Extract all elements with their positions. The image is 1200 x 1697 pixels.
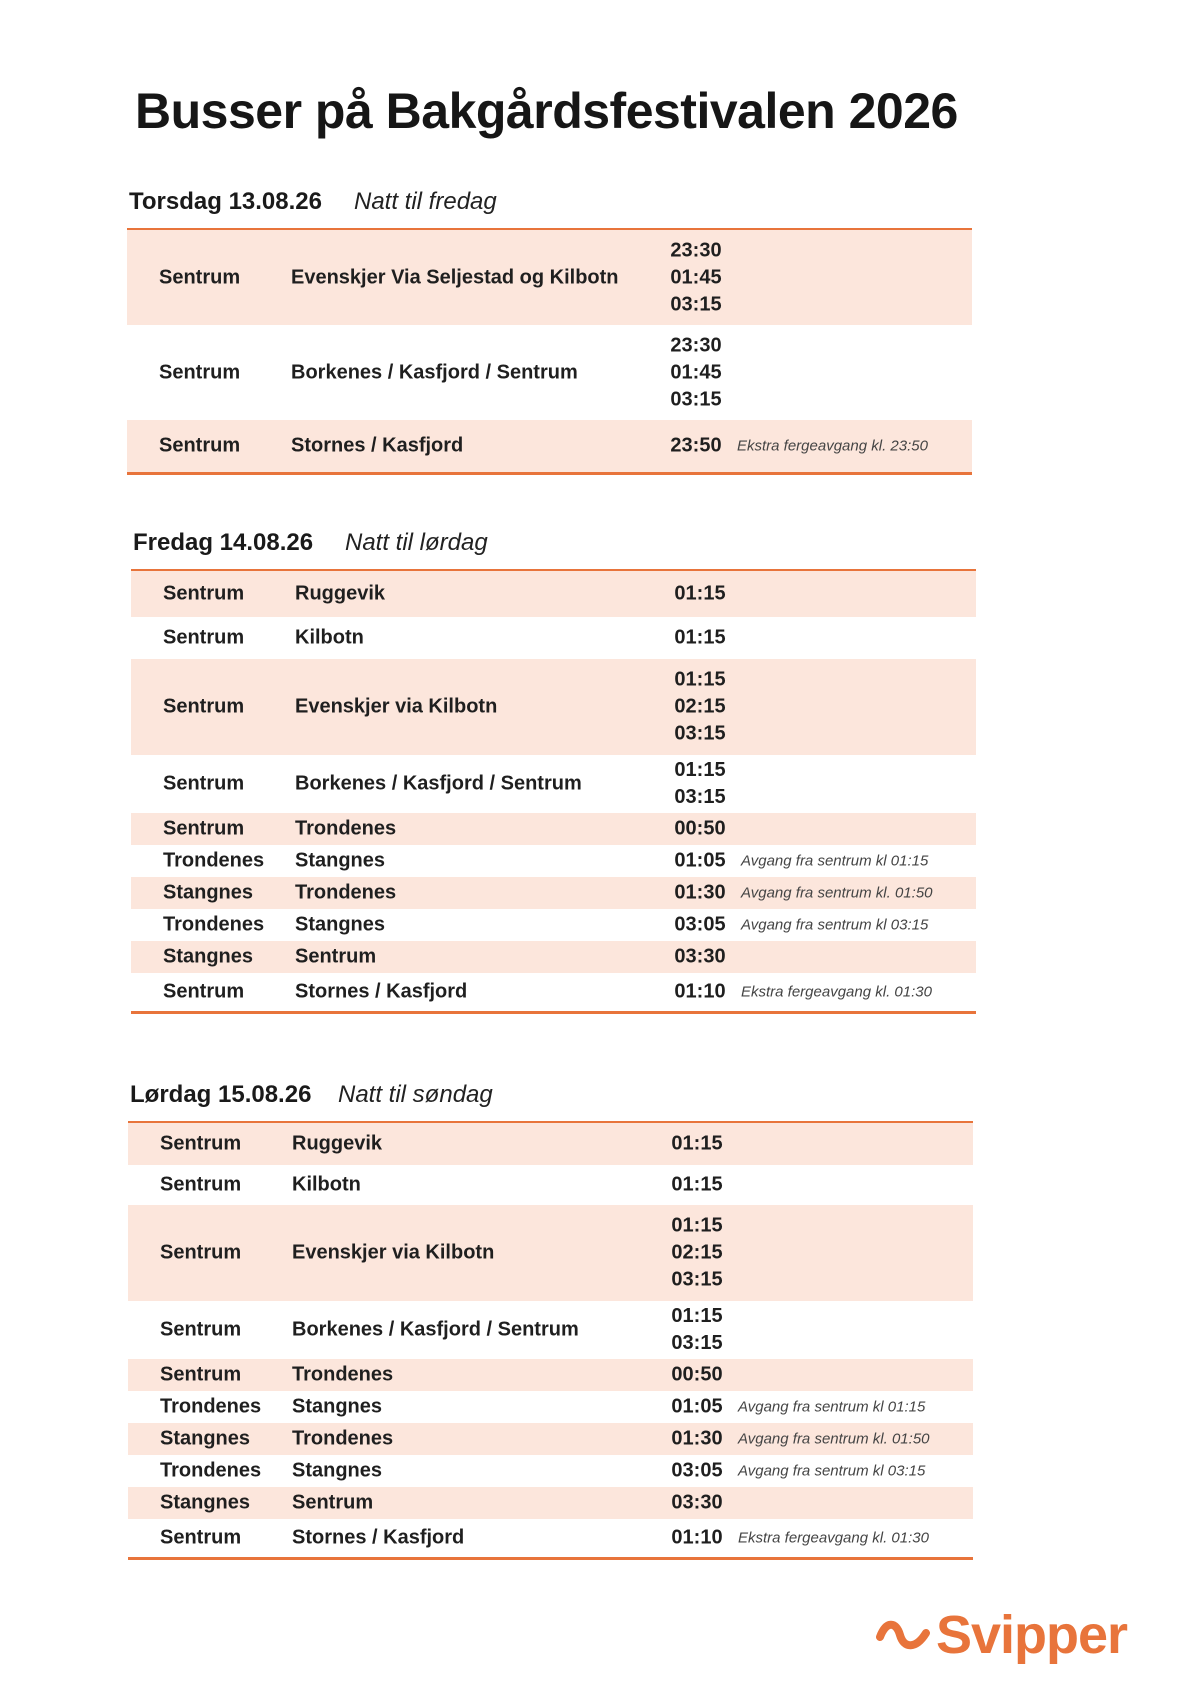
departure-times xyxy=(659,625,741,652)
route-from: Trondenes xyxy=(163,849,265,872)
route-to: Stangnes xyxy=(292,1395,383,1418)
route-to: Sentrum xyxy=(295,945,377,968)
route-to: Ruggevik xyxy=(292,1132,383,1155)
departure-time: 01:10 xyxy=(671,1526,723,1549)
route-row xyxy=(128,1359,973,1391)
departure-time: 01:15 xyxy=(674,668,726,691)
route-to: Kilbotn xyxy=(292,1173,361,1196)
departure-time: 01:15 xyxy=(674,582,726,605)
route-row xyxy=(128,1205,973,1301)
day-label: Lørdag 15.08.26 xyxy=(130,1081,312,1108)
departure-time: 00:50 xyxy=(674,817,726,840)
departure-time: 01:15 xyxy=(671,1132,723,1155)
departure-time: 23:30 xyxy=(670,239,722,261)
departure-times xyxy=(656,1131,738,1158)
bottom-rule xyxy=(131,1011,976,1014)
route-to: Stangnes xyxy=(295,913,386,936)
schedule-section xyxy=(128,1071,973,1560)
route-from: Sentrum xyxy=(160,1132,242,1155)
departure-times xyxy=(655,332,737,413)
route-row xyxy=(131,755,976,813)
departure-time: 01:45 xyxy=(670,361,722,383)
day-subtitle: Natt til fredag xyxy=(354,188,497,215)
departure-time: 03:15 xyxy=(671,1268,723,1291)
svipper-logo xyxy=(876,1600,1127,1670)
route-row xyxy=(131,617,976,659)
route-list xyxy=(127,230,972,472)
departure-times xyxy=(655,433,737,460)
departure-time: 02:15 xyxy=(674,695,726,718)
route-row xyxy=(131,973,976,1011)
departure-times xyxy=(659,667,741,748)
bottom-rule xyxy=(127,472,972,475)
route-to: Trondenes xyxy=(292,1427,394,1450)
route-to: Evenskjer via Kilbotn xyxy=(292,1241,495,1264)
route-to: Evenskjer Via Seljestad og Kilbotn xyxy=(291,266,619,288)
route-to: Stangnes xyxy=(292,1459,383,1482)
route-to: Stangnes xyxy=(295,849,386,872)
day-subtitle: Natt til søndag xyxy=(338,1081,493,1108)
departure-times xyxy=(656,1394,738,1421)
departure-time: 02:15 xyxy=(671,1241,723,1264)
departure-time: 00:50 xyxy=(671,1363,723,1386)
departure-times xyxy=(659,880,741,907)
route-row xyxy=(128,1123,973,1165)
departure-time: 01:10 xyxy=(674,980,726,1003)
schedule-section xyxy=(127,178,972,475)
route-from: Trondenes xyxy=(160,1459,262,1482)
day-label: Torsdag 13.08.26 xyxy=(129,188,322,215)
departure-times xyxy=(656,1303,738,1357)
route-to: Stornes / Kasfjord xyxy=(291,434,464,457)
route-to: Trondenes xyxy=(292,1363,394,1386)
departure-times xyxy=(656,1458,738,1485)
route-from: Sentrum xyxy=(163,817,245,840)
departure-time: 23:30 xyxy=(670,334,722,356)
departure-time: 01:30 xyxy=(674,881,726,904)
departure-time: 03:15 xyxy=(674,786,726,808)
route-note: Avgang fra sentrum kl 01:15 xyxy=(738,1398,926,1416)
route-note: Ekstra fergeavgang kl. 01:30 xyxy=(741,983,932,1001)
page-title: Busser på Bakgårdsfestivalen 2026 xyxy=(135,83,958,139)
route-note: Ekstra fergeavgang kl. 23:50 xyxy=(737,437,928,455)
departure-times xyxy=(659,816,741,843)
route-row xyxy=(128,1301,973,1359)
route-from: Trondenes xyxy=(163,913,265,936)
route-note: Ekstra fergeavgang kl. 01:30 xyxy=(738,1529,929,1547)
route-row xyxy=(128,1165,973,1205)
route-note: Avgang fra sentrum kl 01:15 xyxy=(741,852,929,870)
route-from: Trondenes xyxy=(160,1395,262,1418)
route-from: Stangnes xyxy=(160,1427,251,1450)
route-row xyxy=(131,845,976,877)
section-header xyxy=(131,519,976,569)
departure-times xyxy=(656,1490,738,1517)
route-from: Sentrum xyxy=(159,434,241,457)
departure-time: 01:05 xyxy=(674,849,726,872)
departure-time: 01:15 xyxy=(671,1214,723,1237)
section-header xyxy=(127,178,972,228)
departure-times xyxy=(659,581,741,608)
route-to: Borkenes / Kasfjord / Sentrum xyxy=(292,1318,579,1341)
route-row xyxy=(131,877,976,909)
route-from: Sentrum xyxy=(159,266,241,288)
route-row xyxy=(131,571,976,617)
departure-time: 01:30 xyxy=(671,1427,723,1450)
route-row xyxy=(128,1455,973,1487)
route-from: Sentrum xyxy=(159,361,241,383)
route-row xyxy=(128,1519,973,1557)
route-to: Stornes / Kasfjord xyxy=(295,980,468,1003)
route-note: Avgang fra sentrum kl 03:15 xyxy=(738,1462,926,1480)
departure-time: 01:15 xyxy=(671,1305,723,1327)
swoosh-icon xyxy=(876,1615,930,1655)
route-row xyxy=(131,941,976,973)
departure-time: 03:15 xyxy=(674,722,726,745)
departure-times xyxy=(656,1525,738,1552)
route-to: Trondenes xyxy=(295,881,397,904)
departure-time: 03:15 xyxy=(671,1332,723,1354)
route-row xyxy=(131,659,976,755)
departure-time: 23:50 xyxy=(670,434,722,457)
day-label: Fredag 14.08.26 xyxy=(133,529,314,556)
departure-times xyxy=(659,757,741,811)
departure-time: 01:15 xyxy=(671,1173,723,1196)
departure-time: 03:30 xyxy=(671,1491,723,1514)
route-row xyxy=(128,1423,973,1455)
route-from: Sentrum xyxy=(160,1363,242,1386)
departure-times xyxy=(656,1426,738,1453)
route-list xyxy=(131,571,976,1011)
route-to: Borkenes / Kasfjord / Sentrum xyxy=(295,772,582,795)
route-from: Stangnes xyxy=(163,945,254,968)
route-note: Avgang fra sentrum kl 03:15 xyxy=(741,916,929,934)
route-to: Ruggevik xyxy=(295,582,386,605)
departure-time: 03:30 xyxy=(674,945,726,968)
departure-time: 03:15 xyxy=(670,293,722,315)
route-note: Avgang fra sentrum kl. 01:50 xyxy=(741,884,933,902)
day-subtitle: Natt til lørdag xyxy=(345,529,488,556)
route-from: Sentrum xyxy=(160,1173,242,1196)
departure-time: 03:05 xyxy=(671,1459,723,1482)
route-row xyxy=(131,813,976,845)
route-note: Avgang fra sentrum kl. 01:50 xyxy=(738,1430,930,1448)
bottom-rule xyxy=(128,1557,973,1560)
departure-times xyxy=(659,944,741,971)
route-row xyxy=(128,1391,973,1423)
route-from: Stangnes xyxy=(160,1491,251,1514)
route-list xyxy=(128,1123,973,1557)
route-from: Sentrum xyxy=(163,980,245,1003)
departure-time: 03:05 xyxy=(674,913,726,936)
departure-time: 03:15 xyxy=(670,388,722,410)
departure-time: 01:15 xyxy=(674,626,726,649)
route-row xyxy=(128,1487,973,1519)
route-from: Sentrum xyxy=(163,582,245,605)
departure-times xyxy=(659,912,741,939)
route-to: Borkenes / Kasfjord / Sentrum xyxy=(291,361,578,383)
departure-time: 01:05 xyxy=(671,1395,723,1418)
route-row xyxy=(131,909,976,941)
brand-name: Svipper xyxy=(936,1605,1128,1665)
route-to: Stornes / Kasfjord xyxy=(292,1526,465,1549)
route-from: Sentrum xyxy=(163,695,245,718)
route-row xyxy=(127,420,972,472)
departure-times xyxy=(656,1172,738,1199)
route-from: Sentrum xyxy=(160,1241,242,1264)
departure-times xyxy=(656,1362,738,1389)
departure-times xyxy=(659,979,741,1006)
schedule-section xyxy=(131,519,976,1014)
route-row xyxy=(127,230,972,325)
route-to: Evenskjer via Kilbotn xyxy=(295,695,498,718)
route-row xyxy=(127,325,972,420)
route-from: Sentrum xyxy=(163,626,245,649)
departure-time: 01:15 xyxy=(674,759,726,781)
departure-times xyxy=(656,1213,738,1294)
departure-times xyxy=(655,237,737,318)
departure-time: 01:45 xyxy=(670,266,722,288)
route-from: Sentrum xyxy=(160,1318,242,1341)
route-from: Stangnes xyxy=(163,881,254,904)
section-header xyxy=(128,1071,973,1121)
departure-times xyxy=(659,848,741,875)
route-to: Trondenes xyxy=(295,817,397,840)
route-from: Sentrum xyxy=(163,772,245,795)
route-to: Sentrum xyxy=(292,1491,374,1514)
route-from: Sentrum xyxy=(160,1526,242,1549)
route-to: Kilbotn xyxy=(295,626,364,649)
